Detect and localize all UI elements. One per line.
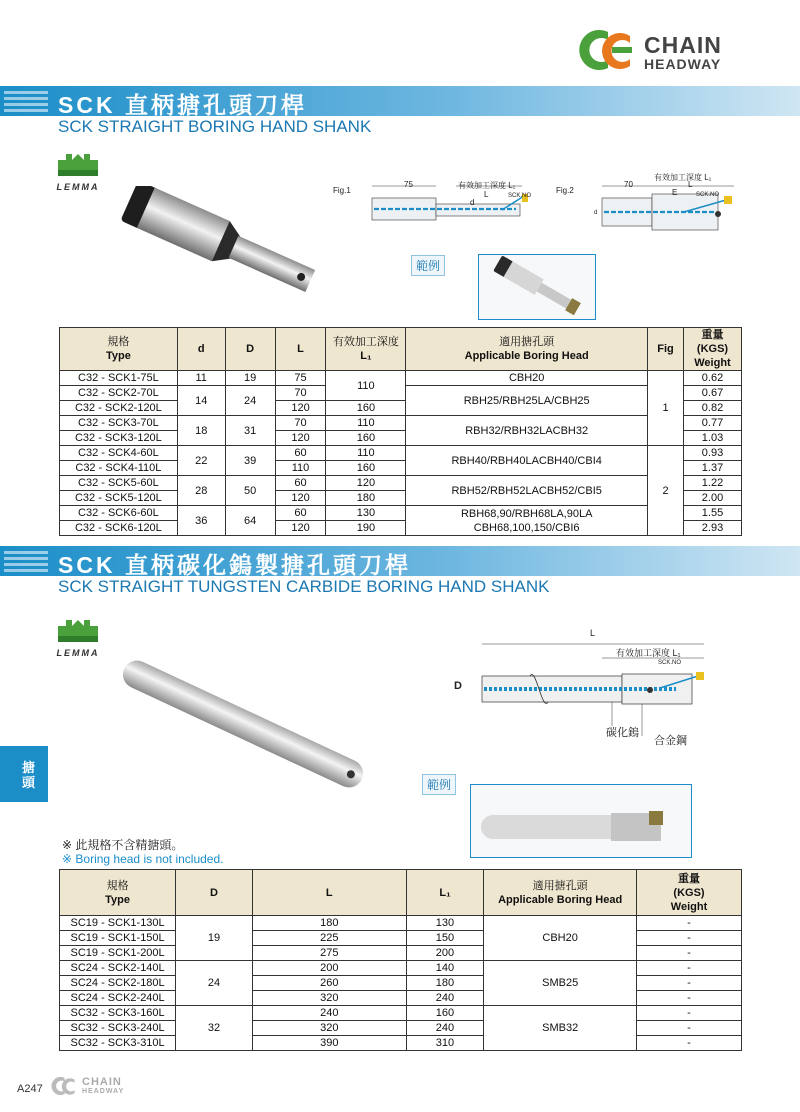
cell-type: C32 - SCK2-120L: [60, 401, 178, 416]
cell-L1: 160: [326, 461, 406, 476]
cell-L1: 150: [406, 931, 484, 946]
cell-D: 50: [225, 476, 275, 506]
fig2-label: Fig.2: [556, 186, 574, 195]
cell-d: 36: [177, 506, 225, 536]
carbide-sck-no: SCK.NO: [658, 660, 682, 666]
col-L1-header: L₁: [406, 870, 484, 916]
cell-type: C32 - SCK4-110L: [60, 461, 178, 476]
cell-head: SMB32: [484, 1006, 637, 1051]
section2-title-zh: SCK 直柄碳化鎢製搪孔頭刀桿: [58, 552, 411, 578]
col-D-header: D: [225, 328, 275, 371]
cell-type: C32 - SCK4-60L: [60, 446, 178, 461]
cell-D: 24: [176, 961, 253, 1006]
cell-L1: 180: [406, 976, 484, 991]
cell-head: RBH40/RBH40LACBH40/CBI4: [406, 446, 648, 476]
cell-weight: 0.67: [683, 386, 741, 401]
cell-L: 60: [275, 446, 326, 461]
cell-fig: 2: [648, 446, 684, 536]
table-row: [60, 416, 742, 431]
section2-title-en: SCK STRAIGHT TUNGSTEN CARBIDE BORING HAND SHANK: [58, 577, 550, 596]
col-fig-header: Fig: [648, 328, 684, 371]
table-row: [60, 976, 742, 991]
cell-weight: 1.37: [683, 461, 741, 476]
footer-brand-subname: HEADWAY: [82, 1088, 125, 1095]
cell-type: SC19 - SCK1-150L: [60, 931, 176, 946]
cell-L: 70: [275, 386, 326, 401]
cell-L1: 190: [326, 521, 406, 536]
boring-shank-photo: [112, 186, 327, 316]
cell-D: 19: [176, 916, 253, 961]
carbide-shank-table: [59, 869, 742, 1051]
cell-weight: 1.55: [683, 506, 741, 521]
cell-weight: 0.77: [683, 416, 741, 431]
cell-weight: -: [637, 961, 742, 976]
table-row: [60, 931, 742, 946]
col-L-header: L: [252, 870, 406, 916]
cell-type: C32 - SCK6-120L: [60, 521, 178, 536]
cell-D: 32: [176, 1006, 253, 1051]
col-L-header: L: [275, 328, 326, 371]
fig1-dim-d-small: d: [470, 198, 475, 207]
carbide-label: 碳化鎢: [606, 727, 639, 739]
cell-L: 275: [252, 946, 406, 961]
example-shank-photo: [479, 255, 595, 319]
cell-weight: -: [637, 991, 742, 1006]
carbide-dim-L: L: [590, 628, 596, 638]
cell-type: C32 - SCK2-70L: [60, 386, 178, 401]
cell-weight: -: [637, 976, 742, 991]
cell-L1: 200: [406, 946, 484, 961]
cell-fig: 1: [648, 371, 684, 446]
cell-L: 60: [275, 506, 326, 521]
cell-weight: -: [637, 1006, 742, 1021]
section1-title-zh: SCK 直柄搪孔頭刀桿: [58, 92, 307, 118]
col-D-header: D: [176, 870, 253, 916]
footer-logo-icon: [50, 1076, 80, 1096]
cell-head: SMB25: [484, 961, 637, 1006]
fig2-dim-e: E: [672, 188, 678, 197]
cell-L1: 140: [406, 961, 484, 976]
cell-weight: -: [637, 916, 742, 931]
col-type-header: 規格 Type: [60, 870, 176, 916]
cell-D: 19: [225, 371, 275, 386]
table-row: [60, 991, 742, 1006]
col-d-header: d: [177, 328, 225, 371]
cell-d: 22: [177, 446, 225, 476]
cell-weight: 1.22: [683, 476, 741, 491]
cell-d: 18: [177, 416, 225, 446]
cell-L1: 160: [326, 401, 406, 416]
example-label: 範例: [422, 774, 456, 795]
cell-head: RBH32/RBH32LACBH32: [406, 416, 648, 446]
cell-L1: 240: [406, 991, 484, 1006]
lemma-logo: [38, 618, 118, 666]
example-carbide-photo: [471, 785, 691, 857]
cell-type: SC32 - SCK3-160L: [60, 1006, 176, 1021]
col-weight-header: 重量 (KGS) Weight: [683, 328, 741, 371]
cell-type: C32 - SCK5-120L: [60, 491, 178, 506]
cell-L1: 160: [326, 431, 406, 446]
lemma-crown-icon: [56, 152, 100, 178]
carbide-dim-l1: 有效加工深度 L₁: [616, 648, 681, 658]
cell-head: RBH52/RBH52LACBH52/CBI5: [406, 476, 648, 506]
cell-head: CBH20: [406, 371, 648, 386]
cell-type: C32 - SCK1-75L: [60, 371, 178, 386]
note-zh: ※ 此規格不含精搪頭。: [62, 838, 184, 852]
col-type-header: 規格 Type: [60, 328, 178, 371]
cell-L: 110: [275, 461, 326, 476]
cell-L1: 110: [326, 446, 406, 461]
section-side-tab[interactable]: [0, 746, 48, 802]
cell-type: SC32 - SCK3-310L: [60, 1036, 176, 1051]
fig2-drawing: [574, 176, 744, 238]
cell-L: 60: [275, 476, 326, 491]
cell-type: C32 - SCK6-60L: [60, 506, 178, 521]
cell-type: C32 - SCK3-120L: [60, 431, 178, 446]
cell-type: C32 - SCK5-60L: [60, 476, 178, 491]
cell-weight: -: [637, 1021, 742, 1036]
fig2-dim-l: L: [688, 180, 693, 189]
section2-title-bar: [0, 546, 800, 600]
table-row: [60, 1006, 742, 1021]
alloy-steel-label: 合金鋼: [654, 735, 687, 747]
fig2-dim-d-small: d: [594, 210, 598, 216]
page-number: A247: [17, 1083, 43, 1095]
example-photo: [470, 784, 692, 858]
cell-d: 28: [177, 476, 225, 506]
fig1-dim-l: L: [484, 190, 489, 199]
cell-weight: 0.62: [683, 371, 741, 386]
cell-L: 260: [252, 976, 406, 991]
table-row: [60, 476, 742, 491]
cell-weight: 0.82: [683, 401, 741, 416]
cell-L: 120: [275, 491, 326, 506]
lemma-text: LEMMA: [56, 648, 100, 658]
table-row: [60, 961, 742, 976]
cell-type: SC24 - SCK2-140L: [60, 961, 176, 976]
fig1-dim-75: 75: [404, 180, 413, 189]
cell-L: 240: [252, 1006, 406, 1021]
cell-D: 31: [225, 416, 275, 446]
cell-D: 39: [225, 446, 275, 476]
carbide-dim-D: D: [454, 680, 462, 692]
cell-L1: 240: [406, 1021, 484, 1036]
cell-L: 70: [275, 416, 326, 431]
sck-shank-table: [59, 327, 742, 536]
cell-L: 180: [252, 916, 406, 931]
table-row: [60, 446, 742, 461]
cell-type: SC24 - SCK2-180L: [60, 976, 176, 991]
cell-head: RBH25/RBH25LA/CBH25: [406, 386, 648, 416]
cell-L: 75: [275, 371, 326, 386]
cell-type: SC24 - SCK2-240L: [60, 991, 176, 1006]
table-row: [60, 1036, 742, 1051]
cell-L1: 110: [326, 416, 406, 431]
table2-header-row: [60, 870, 742, 916]
fig1-label: Fig.1: [333, 186, 351, 195]
table-row: [60, 916, 742, 931]
table1-header-row: [60, 328, 742, 371]
cell-type: SC19 - SCK1-130L: [60, 916, 176, 931]
cell-L: 200: [252, 961, 406, 976]
cell-weight: 2.00: [683, 491, 741, 506]
cell-D: 64: [225, 506, 275, 536]
table-row: [60, 1021, 742, 1036]
cell-L1: 180: [326, 491, 406, 506]
table-row: [60, 946, 742, 961]
footer-brand-name: CHAIN: [82, 1076, 122, 1088]
section1-title-bar: [0, 86, 800, 140]
col-L1-header: 有效加工深度 L₁: [326, 328, 406, 371]
cell-weight: -: [637, 946, 742, 961]
brand-name: CHAIN: [644, 32, 722, 58]
lemma-crown-icon: [56, 618, 100, 644]
title-ticks: [0, 86, 48, 116]
col-head-header: 適用搪孔頭 Applicable Boring Head: [406, 328, 648, 371]
lemma-logo: [38, 152, 118, 200]
brand-logo: [578, 26, 748, 74]
brand-subname: HEADWAY: [644, 56, 722, 72]
cell-L: 320: [252, 1021, 406, 1036]
cell-head: CBH20: [484, 916, 637, 961]
cell-L: 390: [252, 1036, 406, 1051]
cell-head: RBH68,90/RBH68LA,90LA CBH68,100,150/CBI6: [406, 506, 648, 536]
cell-type: SC19 - SCK1-200L: [60, 946, 176, 961]
col-weight-header: 重量 (KGS) Weight: [637, 870, 742, 916]
cell-type: C32 - SCK3-70L: [60, 416, 178, 431]
chain-headway-logo-icon: [578, 28, 640, 72]
cell-L: 120: [275, 521, 326, 536]
carbide-shank-photo: [108, 656, 378, 792]
cell-L: 120: [275, 401, 326, 416]
cell-L1: 110: [326, 371, 406, 401]
fig1-dim-l1: 有效加工深度 L₁: [458, 181, 516, 190]
lemma-text: LEMMA: [56, 182, 100, 192]
example-label: 範例: [411, 255, 445, 276]
fig2-dim-70: 70: [624, 180, 633, 189]
fig2-sck-no: SCK.NO: [696, 192, 720, 198]
table-row: [60, 371, 742, 386]
fig1-sck-no: SCK.NO: [508, 193, 532, 199]
example-photo: [478, 254, 596, 320]
table-row: [60, 506, 742, 521]
footer-logo: [50, 1074, 140, 1098]
cell-weight: 2.93: [683, 521, 741, 536]
cell-L1: 160: [406, 1006, 484, 1021]
cell-weight: -: [637, 931, 742, 946]
fig2-dim-l1: 有效加工深度 L₁: [654, 173, 712, 182]
cell-type: SC32 - SCK3-240L: [60, 1021, 176, 1036]
cell-L1: 130: [326, 506, 406, 521]
note-en: ※ Boring head is not included.: [62, 852, 224, 866]
cell-weight: 0.93: [683, 446, 741, 461]
cell-L: 320: [252, 991, 406, 1006]
cell-L: 225: [252, 931, 406, 946]
section1-title-en: SCK STRAIGHT BORING HAND SHANK: [58, 117, 372, 136]
cell-weight: -: [637, 1036, 742, 1051]
cell-L1: 130: [406, 916, 484, 931]
title-ticks: [0, 546, 48, 576]
col-head-header: 適用搪孔頭 Applicable Boring Head: [484, 870, 637, 916]
cell-L1: 120: [326, 476, 406, 491]
cell-d: 11: [177, 371, 225, 386]
cell-d: 14: [177, 386, 225, 416]
side-tab-label: 搪頭: [22, 760, 36, 790]
cell-L1: 310: [406, 1036, 484, 1051]
cell-D: 24: [225, 386, 275, 416]
cell-weight: 1.03: [683, 431, 741, 446]
cell-L: 120: [275, 431, 326, 446]
